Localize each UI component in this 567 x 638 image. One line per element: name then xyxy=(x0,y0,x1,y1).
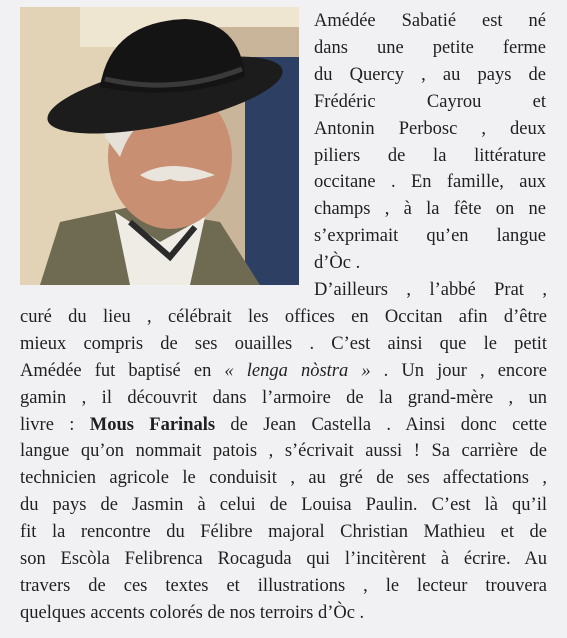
intro-line: piliers de la littérature xyxy=(314,145,546,166)
body-line: travers de ces textes et illustrations , le lecteur trouvera xyxy=(20,575,547,596)
body-line: quelques accents colorés de nos terroirs d’Òc . xyxy=(20,602,365,623)
intro-column xyxy=(314,8,546,277)
intro-line: Frédéric Cayrou et xyxy=(314,91,546,112)
intro-line: occitane . En famille, aux xyxy=(314,172,546,193)
body-line xyxy=(20,412,547,439)
body-line-part: Amédée fut baptisé en xyxy=(20,360,225,381)
intro-line: dans une petite ferme xyxy=(314,37,546,58)
body-line: gamin , il découvrit dans l’armoire de la grand-mère , un xyxy=(20,387,547,408)
body-line: fit la rencontre du Félibre majoral Christian Mathieu et de xyxy=(20,522,547,543)
body-paragraph xyxy=(20,277,547,627)
body-line: du pays de Jasmin à celui de Louisa Paulin. C’est là qu’il xyxy=(20,495,547,516)
intro-line: Antonin Perbosc , deux xyxy=(314,118,546,139)
body-line-part: . Un jour , encore xyxy=(370,360,548,381)
body-line-part: livre : xyxy=(20,414,90,435)
intro-line: champs , à la fête on ne xyxy=(314,199,546,220)
body-line xyxy=(20,358,547,385)
portrait-photo xyxy=(20,7,299,285)
book-title: Mous Farinals xyxy=(89,414,216,435)
body-line: technicien agricole le conduisit , au gré de ses affectations , xyxy=(20,468,547,489)
intro-line: s’exprimait qu’en langue xyxy=(314,226,546,247)
body-line: D’ailleurs , l’abbé Prat , xyxy=(314,280,547,300)
body-line: curé du lieu , célébrait les offices en Occitan afin d’être xyxy=(20,306,547,327)
body-line: son Escòla Felibrenca Rocaguda qui l’incitèrent à écrire. Au xyxy=(20,549,547,570)
body-line: langue qu’on nommait patois , s’écrivait aussi ! Sa carrière de xyxy=(20,441,547,462)
intro-line: d’Òc . xyxy=(314,253,361,274)
body-line: mieux compris de ses ouailles . C’est ainsi que le petit xyxy=(20,333,547,354)
intro-line: du Quercy , au pays de xyxy=(314,64,546,85)
intro-line: Amédée Sabatié est né xyxy=(314,11,546,31)
body-line-part: de Jean Castella . Ainsi donc cette xyxy=(215,414,547,435)
occitan-phrase: « lenga nòstra » xyxy=(224,360,371,381)
